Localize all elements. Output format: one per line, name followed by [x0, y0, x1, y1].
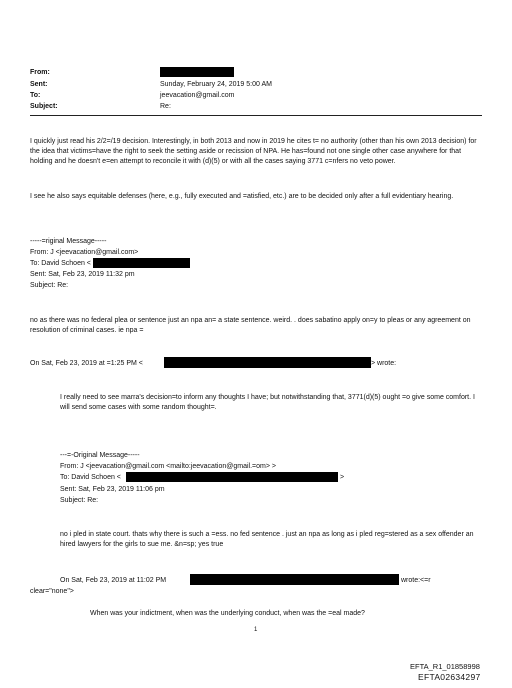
sent-label: Sent:	[30, 81, 48, 88]
body-paragraph-2: I see he also says equitable defenses (here, e.g., fully executed and =atisfied, etc.) are to be decided only after a full evidentiary hearing.	[30, 193, 454, 200]
orig2-body: no i pled in state court. thats why there is such a =ess. no fed sentence . just an npa as long as i pled reg=stered as a sex offender an hired lawyers for the girls to sue me. &n=sp; yes true	[60, 531, 474, 549]
orig2-to-suffix: >	[340, 474, 345, 481]
to-label: To:	[30, 92, 41, 99]
orig2-sent: Sent: Sat, Feb 23, 2019 11:06 pm	[60, 486, 165, 493]
orig2-from: From: J <jeevacation@gmail.com <mailto:jeevacation@gmail.=om> >	[60, 463, 276, 470]
orig1-subject: Subject: Re:	[30, 282, 69, 289]
to-value: jeevacation@gmail.com	[160, 92, 235, 99]
redaction-block	[164, 357, 371, 368]
subject-label: Subject:	[30, 103, 58, 110]
orig2-to: To: David Schoen <	[60, 474, 121, 481]
quote2-question: When was your indictment, when was the underlying conduct, when was the =eal made?	[90, 610, 365, 617]
quote1-wrote: > wrote:	[371, 360, 397, 367]
redaction-block	[190, 574, 399, 585]
redaction-block	[126, 472, 338, 482]
original-message-divider: -----=riginal Message-----	[30, 238, 107, 245]
orig1-from: From: J <jeevacation@gmail.com>	[30, 249, 139, 256]
sent-value: Sunday, February 24, 2019 5:00 AM	[160, 81, 272, 88]
redaction-block	[160, 67, 234, 77]
body-paragraph-1: I quickly just read his 2/2=/19 decision. Interestingly, in both 2013 and now in 2019 he cites t= no authority (other than his own 2013 decision) for the idea that victims=have the right to seek the setting aside or recission of NPA. He has=found not one single other case anywhere for that holding and he doesn't e=en attempt to reconcile it with (d)(5) or with all the cases saying 3771 c=nfers no veto power.	[30, 138, 477, 166]
redaction-block	[93, 258, 190, 268]
orig1-to: To: David Schoen <	[30, 260, 91, 267]
orig2-subject: Subject: Re:	[60, 497, 99, 504]
header-divider	[30, 115, 482, 116]
quote2-wrote: wrote:<=r	[401, 577, 431, 584]
footer-id-primary: EFTA_R1_01858998	[410, 662, 480, 671]
quote1-body: I really need to see marra's decision=to inform any thoughts I have; but notwithstanding that, 3771(d)(5) ought =o give some comfort. I will send some cases with some random thought=.	[60, 394, 475, 412]
orig1-sent: Sent: Sat, Feb 23, 2019 11:32 pm	[30, 271, 135, 278]
footer-id-secondary: EFTA02634297	[418, 672, 481, 682]
from-label: From:	[30, 69, 50, 76]
orig1-body: no as there was no federal plea or sentence just an npa an= a state sentence. weird. . does sabatino apply on=y to pleas or any agreement on resolution of criminal cases. ie npa =	[30, 317, 471, 335]
quote1-header: On Sat, Feb 23, 2019 at =1:25 PM <	[30, 360, 143, 367]
original-message-divider: ---=-Original Message-----	[60, 452, 140, 459]
quote2-header: On Sat, Feb 23, 2019 at 11:02 PM	[60, 577, 167, 584]
quote2-continuation: clear="none">	[30, 588, 74, 595]
subject-value: Re:	[160, 103, 171, 110]
page-number: 1	[254, 627, 258, 633]
